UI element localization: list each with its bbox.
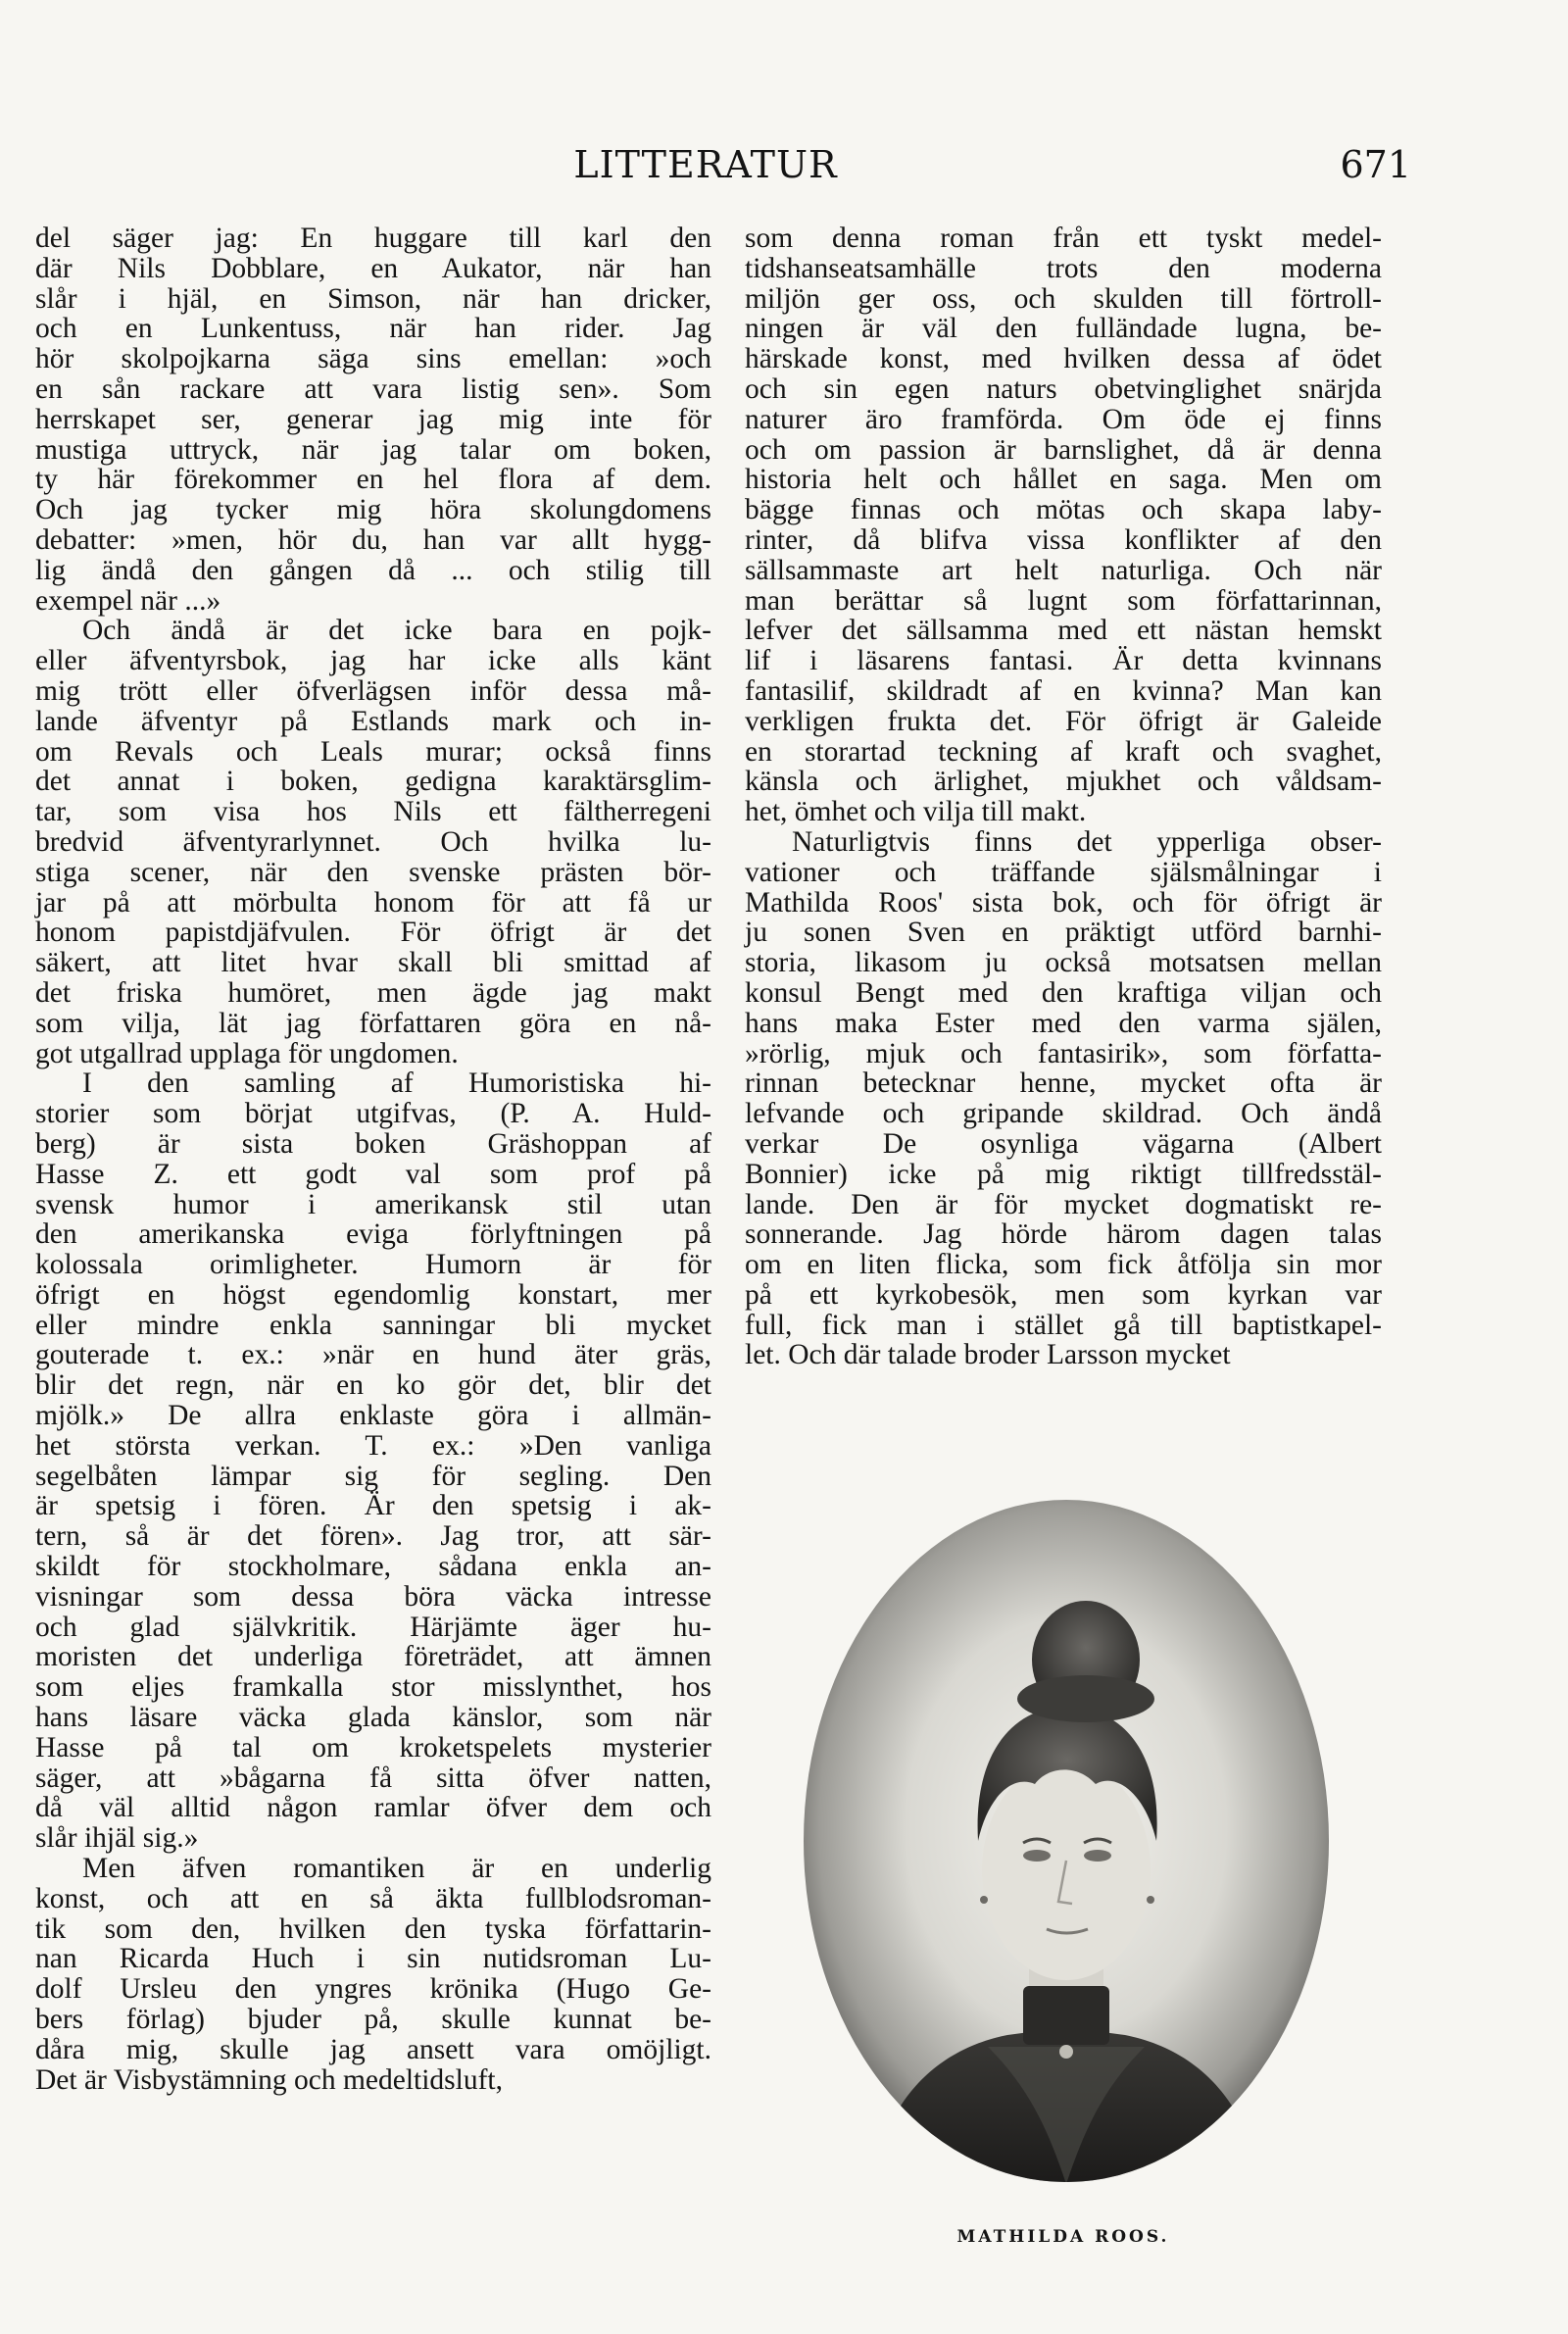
text-line: sällsammaste art helt naturliga. Och när bbox=[745, 554, 1382, 586]
running-head: LITTERATUR bbox=[573, 143, 838, 186]
text-line: eller äfventyrsbok, jag har icke alls känt bbox=[35, 645, 711, 677]
text-line: fantasilif, skildradt af en kvinna? Man kan bbox=[745, 674, 1382, 707]
figure-caption: MATHILDA ROOS. bbox=[956, 2227, 1170, 2247]
text-line: tidshanseatsamhälle trots den moderna bbox=[745, 252, 1382, 284]
text-line: Det är Visbystämning och medeltidsluft, bbox=[35, 2063, 503, 2096]
text-line: sonnerande. Jag hörde härom dagen talas bbox=[745, 1218, 1382, 1251]
text-line: honom papistdjäfvulen. För öfrigt är det bbox=[35, 917, 711, 949]
text-line: om en liten flicka, som fick åtfölja sin mor bbox=[745, 1249, 1382, 1281]
text-line: rinnan betecknar henne, mycket ofta är bbox=[745, 1068, 1382, 1100]
left-column bbox=[35, 223, 711, 2095]
text-line: svensk humor i amerikansk stil utan bbox=[35, 1188, 711, 1220]
text-line: och en Lunkentuss, när han rider. Jag bbox=[35, 313, 711, 345]
text-line: Men äfven romantiken är en underlig bbox=[82, 1853, 711, 1885]
text-line: ty här förekommer en hel flora af dem. bbox=[35, 464, 711, 496]
text-line: hör skolpojkarna säga sins emellan: »och bbox=[35, 343, 711, 375]
text-line: lefvande och gripande skildrad. Och ändå bbox=[745, 1098, 1382, 1130]
text-line: säger, att »bågarna få sitta öfver natten, bbox=[35, 1762, 711, 1794]
text-line: historia helt och hållet en saga. Men om bbox=[745, 464, 1382, 496]
text-line: het största verkan. T. ex.: »Den vanliga bbox=[35, 1429, 711, 1462]
text-line: bägge finnas och mötas och skapa laby- bbox=[745, 494, 1382, 526]
text-line: känsla och ärlighet, mjukhet och våldsam- bbox=[745, 766, 1382, 798]
text-line: verkligen frukta det. För öfrigt är Galeide bbox=[745, 705, 1382, 737]
text-line: vationer och träffande själsmålningar i bbox=[745, 856, 1382, 888]
right-column bbox=[745, 223, 1382, 1370]
text-line: där Nils Dobblare, en Aukator, när han bbox=[35, 252, 711, 284]
text-line: »rörlig, mjuk och fantasirik», som författa- bbox=[745, 1037, 1382, 1069]
text-line: let. Och där talade broder Larsson mycket bbox=[745, 1339, 1231, 1371]
text-line: I den samling af Humoristiska hi- bbox=[82, 1068, 711, 1100]
text-line: härskade konst, med hvilken dessa af ödet bbox=[745, 343, 1382, 375]
text-line: full, fick man i stället gå till baptistkapel- bbox=[745, 1309, 1382, 1341]
text-line: got utgallrad upplaga för ungdomen. bbox=[35, 1037, 459, 1069]
text-line: och sin egen naturs obetvinglighet snärjda bbox=[745, 372, 1382, 405]
page-number: 671 bbox=[1340, 143, 1411, 186]
text-line: och om passion är barnslighet, då är denna bbox=[745, 433, 1382, 466]
text-line: öfrigt en högst egendomlig konstart, mer bbox=[35, 1278, 711, 1311]
text-line: herrskapet ser, generar jag mig inte för bbox=[35, 403, 711, 435]
text-line: mustiga uttryck, när jag talar om boken, bbox=[35, 433, 711, 466]
text-line: tik som den, hvilken den tyska författarin- bbox=[35, 1912, 711, 1945]
text-line: på ett kyrkobesök, men som kyrkan var bbox=[745, 1278, 1382, 1311]
text-line: konsul Bengt med den kraftiga viljan och bbox=[745, 976, 1382, 1009]
text-line: som vilja, lät jag författaren göra en nå- bbox=[35, 1007, 711, 1039]
text-line: som denna roman från ett tyskt medel- bbox=[745, 223, 1382, 254]
text-line: kolossala orimligheter. Humorn är för bbox=[35, 1249, 711, 1281]
text-line: Naturligtvis finns det ypperliga obser- bbox=[792, 825, 1382, 858]
text-line: gouterade t. ex.: »när en hund äter gräs, bbox=[35, 1339, 711, 1371]
text-line: dolf Ursleu den yngres krönika (Hugo Ge- bbox=[35, 1973, 711, 2006]
text-line: en sån rackare att vara listig sen». Som bbox=[35, 372, 711, 405]
text-line: det annat i boken, gedigna karaktärsglim- bbox=[35, 766, 711, 798]
text-line: lande. Den är för mycket dogmatiskt re- bbox=[745, 1188, 1382, 1220]
text-line: då väl alltid någon ramlar öfver dem och bbox=[35, 1792, 711, 1824]
text-line: tar, som visa hos Nils ett fältherregeni bbox=[35, 796, 711, 828]
text-line: Hasse på tal om kroketspelets mysterier bbox=[35, 1731, 711, 1763]
text-line: lig ändå den gången då ... och stilig till bbox=[35, 554, 711, 586]
text-line: dåra mig, skulle jag ansett vara omöjligt. bbox=[35, 2033, 711, 2065]
text-line: debatter: »men, hör du, han var allt hygg- bbox=[35, 523, 711, 556]
text-line: visningar som dessa böra väcka intresse bbox=[35, 1580, 711, 1613]
text-line: rinter, då blifva vissa konflikter af den bbox=[745, 523, 1382, 556]
text-line: Mathilda Roos' sista bok, och för öfrigt är bbox=[745, 886, 1382, 919]
text-line: blir det regn, när en ko gör det, blir det bbox=[35, 1369, 711, 1402]
text-line: del säger jag: En huggare till karl den bbox=[35, 223, 711, 254]
text-line: Och ändå är det icke bara en pojk- bbox=[82, 615, 711, 647]
text-line: nan Ricarda Huch i sin nutidsroman Lu- bbox=[35, 1943, 711, 1975]
text-line: Hasse Z. ett godt val som prof på bbox=[35, 1158, 711, 1190]
text-line: och glad självkritik. Härjämte äger hu- bbox=[35, 1611, 711, 1643]
text-line: miljön ger oss, och skulden till förtroll- bbox=[745, 282, 1382, 315]
text-line: hans läsare väcka glada känslor, som när bbox=[35, 1702, 711, 1734]
text-line: storia, likasom ju också motsatsen mellan bbox=[745, 947, 1382, 979]
text-line: mig trött eller öfverlägsen inför dessa må- bbox=[35, 674, 711, 707]
text-line: bers förlag) bjuder på, skulle kunnat be- bbox=[35, 2004, 711, 2036]
text-line: verkar De osynliga vägarna (Albert bbox=[745, 1127, 1382, 1160]
text-line: det friska humöret, men ägde jag makt bbox=[35, 976, 711, 1009]
text-line: ju sonen Sven en präktigt utförd barnhi- bbox=[745, 917, 1382, 949]
text-line: exempel när ...» bbox=[35, 584, 221, 617]
text-line: moristen det underliga företrädet, att ämnen bbox=[35, 1641, 711, 1673]
text-line: lefver det sällsamma med ett nästan hemskt bbox=[745, 615, 1382, 647]
text-line: lif i läsarens fantasi. Är detta kvinnans bbox=[745, 645, 1382, 677]
text-line: ningen är väl den fulländade lugna, be- bbox=[745, 313, 1382, 345]
text-line: är spetsig i fören. Är den spetsig i ak- bbox=[35, 1490, 711, 1522]
text-line: skildt för stockholmare, sådana enkla an- bbox=[35, 1551, 711, 1583]
text-line: en storartad teckning af kraft och svaghet, bbox=[745, 735, 1382, 768]
text-line: stiga scener, när den svenske prästen bör- bbox=[35, 856, 711, 888]
text-line: naturer äro framförda. Om öde ej finns bbox=[745, 403, 1382, 435]
text-line: mjölk.» De allra enklaste göra i allmän- bbox=[35, 1400, 711, 1432]
text-line: jar på att mörbulta honom för att få ur bbox=[35, 886, 711, 919]
text-line: Bonnier) icke på mig riktigt tillfredsstäl- bbox=[745, 1158, 1382, 1190]
text-line: slår ihjäl sig.» bbox=[35, 1822, 199, 1855]
text-line: Och jag tycker mig höra skolungdomens bbox=[35, 494, 711, 526]
text-line: het, ömhet och vilja till makt. bbox=[745, 796, 1087, 828]
text-line: tern, så är det fören». Jag tror, att sär- bbox=[35, 1520, 711, 1553]
text-line: slår i hjäl, en Simson, när han dricker, bbox=[35, 282, 711, 315]
text-line: den amerikanska eviga förlyftningen på bbox=[35, 1218, 711, 1251]
text-line: säkert, att litet hvar skall bli smittad af bbox=[35, 947, 711, 979]
text-line: berg) är sista boken Gräshoppan af bbox=[35, 1127, 711, 1160]
text-line: konst, och att en så äkta fullblodsroman- bbox=[35, 1882, 711, 1914]
text-line: segelbåten lämpar sig för segling. Den bbox=[35, 1460, 711, 1492]
text-line: om Revals och Leals murar; också finns bbox=[35, 735, 711, 768]
text-line: hans maka Ester med den varma själen, bbox=[745, 1007, 1382, 1039]
text-line: som eljes framkalla stor misslynthet, hos bbox=[35, 1671, 711, 1704]
portrait-photo bbox=[802, 1498, 1331, 2184]
text-line: man berättar så lugnt som författarinnan, bbox=[745, 584, 1382, 617]
text-line: eller mindre enkla sanningar bli mycket bbox=[35, 1309, 711, 1341]
text-line: bredvid äfventyrarlynnet. Och hvilka lu- bbox=[35, 825, 711, 858]
text-line: storier som börjat utgifvas, (P. A. Huld- bbox=[35, 1098, 711, 1130]
text-line: lande äfventyr på Estlands mark och in- bbox=[35, 705, 711, 737]
